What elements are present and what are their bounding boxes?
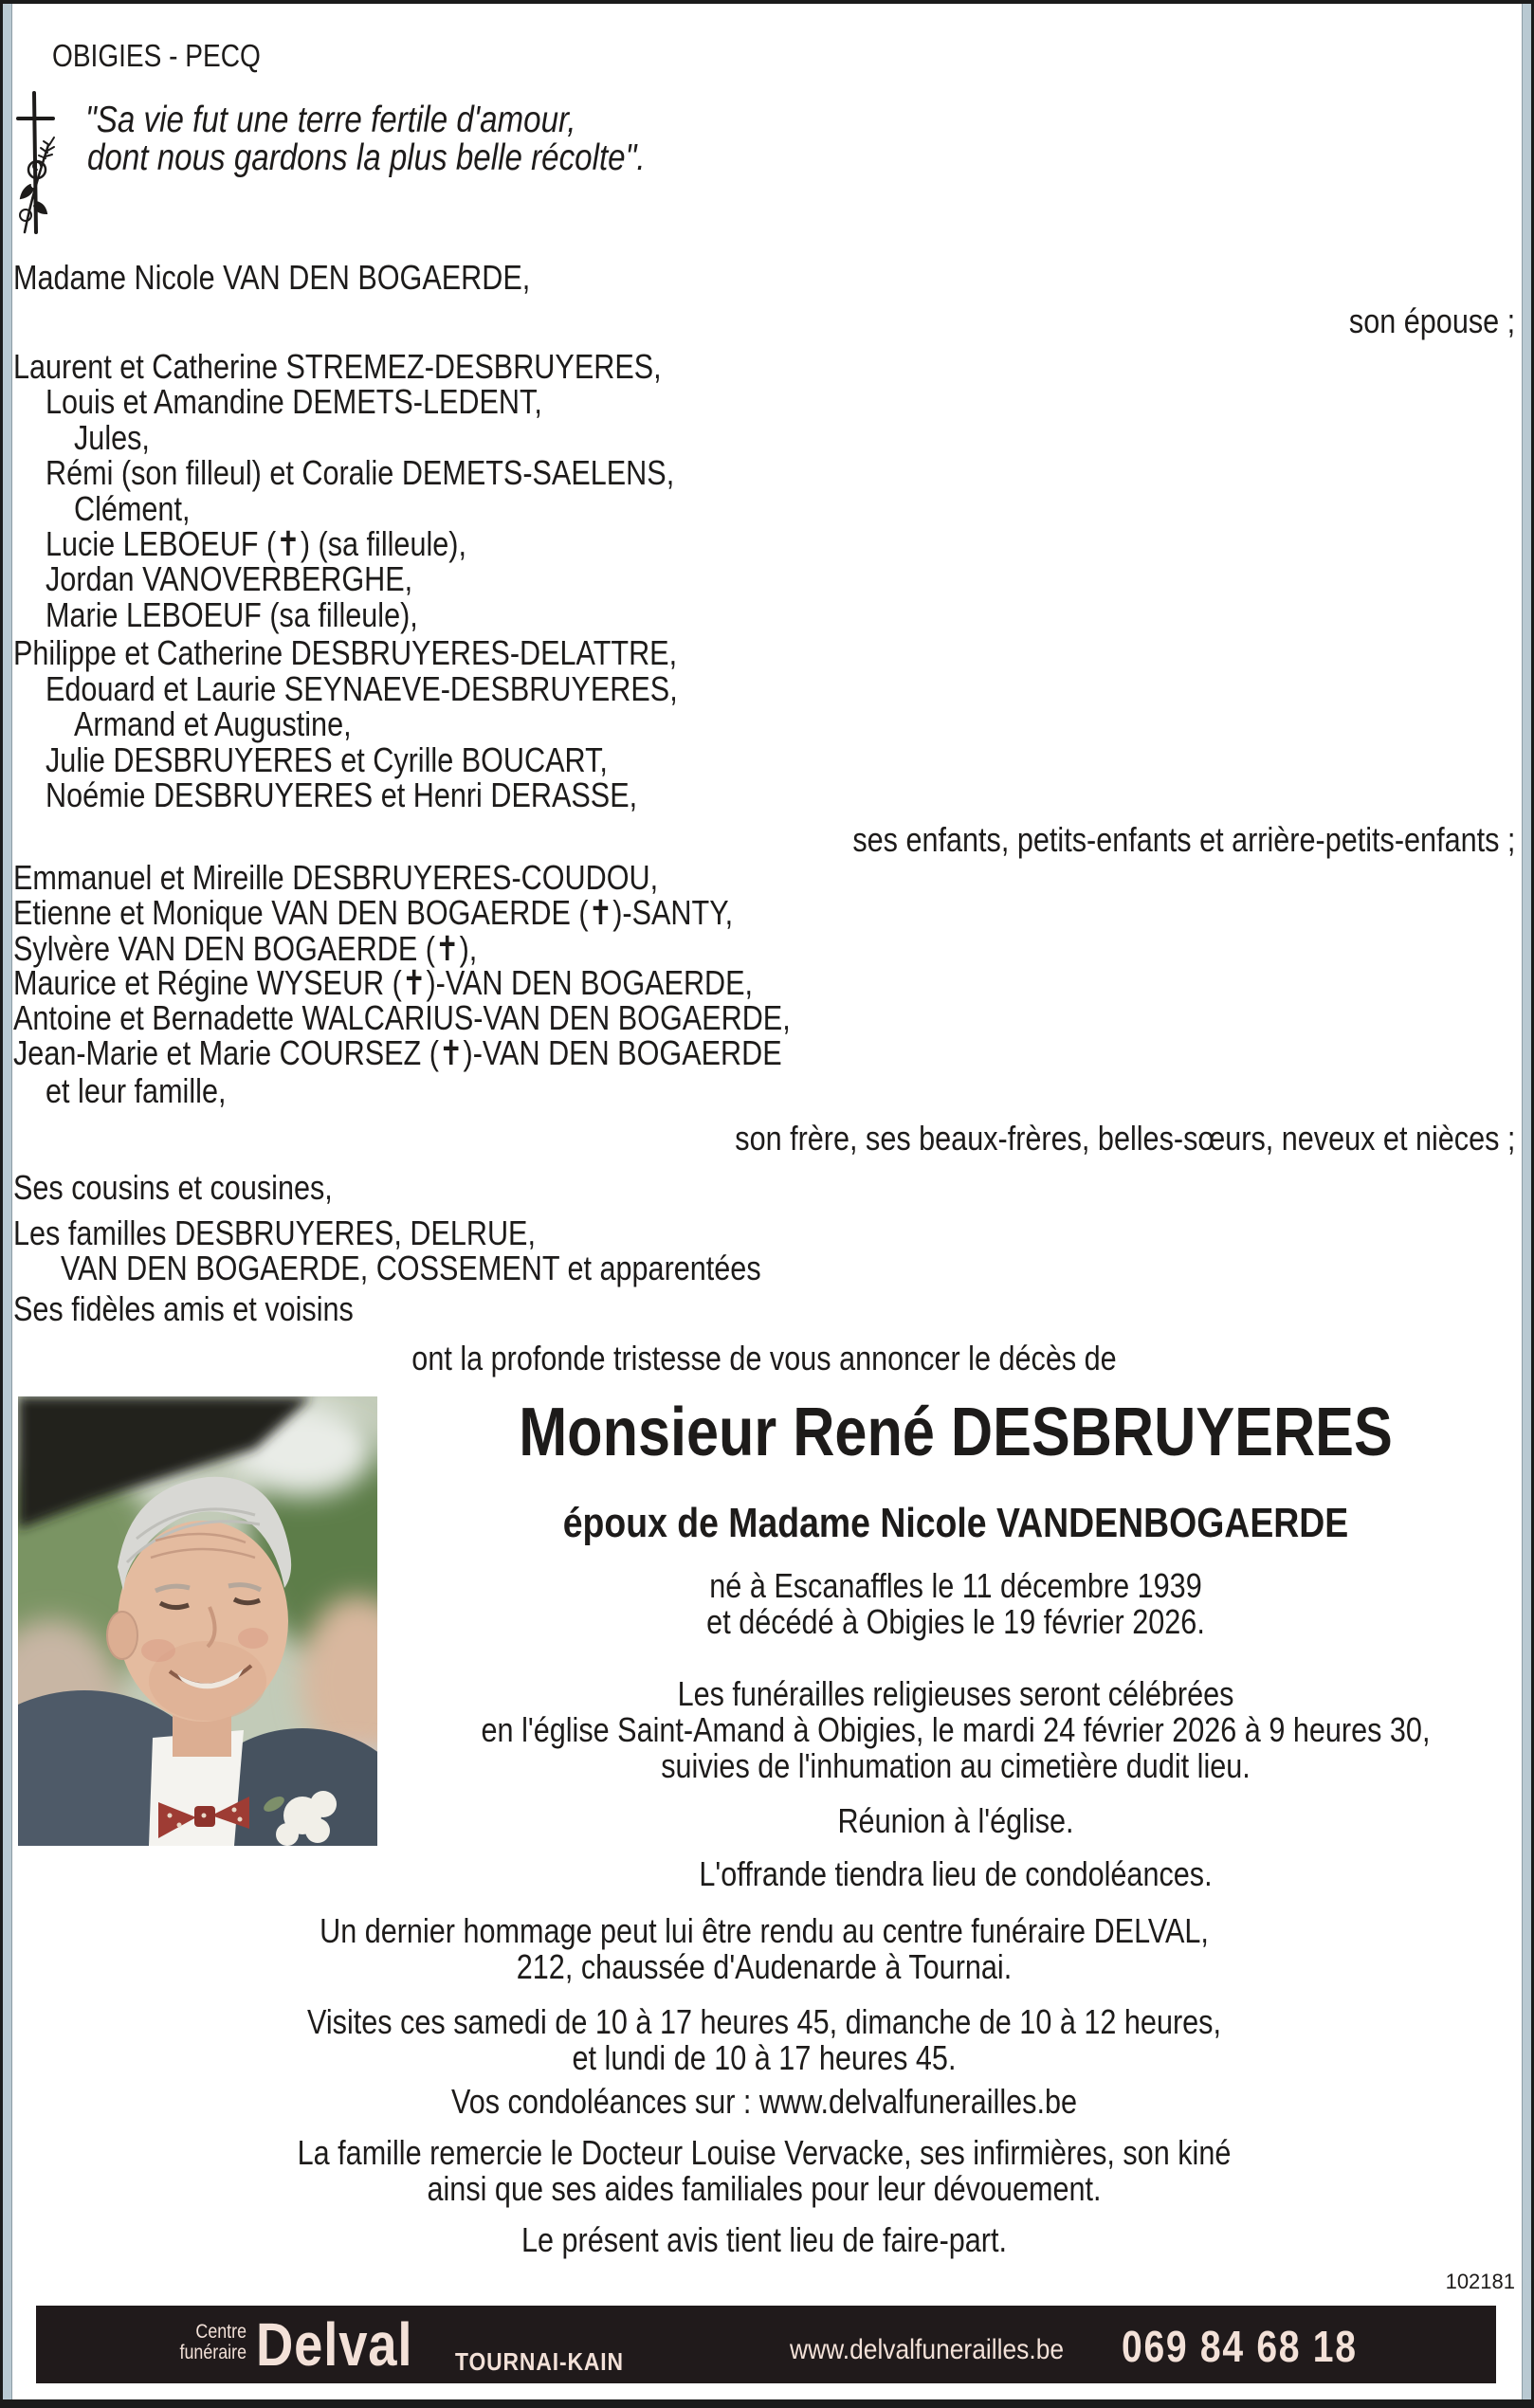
family-member-line: Armand et Augustine,	[74, 704, 352, 743]
deceased-spouse-line: époux de Madame Nicole VANDENBOGAERDE	[562, 1500, 1349, 1546]
family-member-line: Antoine et Bernadette WALCARIUS-VAN DEN BOGAERDE,	[13, 998, 791, 1037]
visits-line: et lundi de 10 à 17 heures 45.	[572, 2038, 957, 2077]
thanks-line: ainsi que ses aides familiales pour leur dévouement.	[427, 2169, 1102, 2208]
family-member-line: VAN DEN BOGAERDE, COSSEMENT et apparentées	[61, 1249, 761, 1287]
footer-brand-descriptor-line: Centre	[195, 2321, 247, 2343]
family-member-line: Marie LEBOEUF (sa filleule),	[46, 595, 418, 634]
family-member-line: Louis et Amandine DEMETS-LEDENT,	[46, 382, 542, 421]
family-member-line: Madame Nicole VAN DEN BOGAERDE,	[13, 258, 531, 297]
portrait-photo	[18, 1396, 377, 1846]
family-member-line: Noémie DESBRUYERES et Henri DERASSE,	[46, 775, 638, 814]
memorial-cross-icon	[13, 90, 59, 240]
family-member-line: Emmanuel et Mireille DESBRUYERES-COUDOU,	[13, 858, 659, 897]
relation-label: ses enfants, petits-enfants et arrière-petits-enfants ;	[851, 820, 1515, 859]
death-line: et décédé à Obigies le 19 février 2026.	[706, 1602, 1205, 1641]
footer-brand-city: TOURNAI-KAIN	[455, 2347, 624, 2376]
footer-brand-descriptor	[116, 2322, 247, 2363]
reference-number: 102181	[1445, 2270, 1515, 2293]
ceremony-line: en l'église Saint-Amand à Obigies, le mardi 24 février 2026 à 9 heures 30,	[481, 1710, 1431, 1749]
announcement-line: ont la profonde tristesse de vous annoncer le décès de	[411, 1339, 1117, 1377]
ceremony-line: Les funérailles religieuses seront célébrées	[677, 1674, 1234, 1713]
family-member-line: Ses fidèles amis et voisins	[13, 1289, 354, 1328]
quote-line: dont nous gardons la plus belle récolte".	[87, 137, 646, 178]
quote-line: "Sa vie fut une terre fertile d'amour,	[85, 100, 576, 140]
thanks-line: La famille remercie le Docteur Louise Vervacke, ses infirmières, son kiné	[297, 2133, 1232, 2172]
family-member-line: Sylvère VAN DEN BOGAERDE (✝),	[13, 929, 478, 968]
footer-phone-label: 069 84 68 18	[1122, 2322, 1358, 2371]
notice-line: Le présent avis tient lieu de faire-part.	[521, 2220, 1007, 2259]
meeting-line: Réunion à l'église.	[837, 1801, 1074, 1840]
footer-brand-descriptor-line: funéraire	[179, 2342, 247, 2363]
condolences-line: Vos condoléances sur : www.delvalfunerailles.be	[451, 2082, 1077, 2121]
visits-line: Visites ces samedi de 10 à 17 heures 45, dimanche de 10 à 12 heures,	[307, 2002, 1221, 2041]
family-member-line: Jordan VANOVERBERGHE,	[46, 559, 413, 598]
family-member-line: Rémi (son filleul) et Coralie DEMETS-SAELENS,	[46, 453, 675, 492]
footer-bar	[36, 2306, 1496, 2383]
frame-top-border	[0, 0, 1534, 4]
family-member-line: Maurice et Régine WYSEUR (✝)-VAN DEN BOGAERDE,	[13, 963, 754, 1002]
relation-label: son frère, ses beaux-frères, belles-sœurs, neveux et nièces ;	[734, 1119, 1515, 1158]
tribute-line: Un dernier hommage peut lui être rendu au centre funéraire DELVAL,	[320, 1911, 1209, 1950]
frame-right-strip	[1522, 4, 1534, 2399]
family-member-line: Ses cousins et cousines,	[13, 1168, 333, 1207]
family-member-line: Les familles DESBRUYERES, DELRUE,	[13, 1213, 536, 1252]
footer-website-label: www.delvalfunerailles.be	[790, 2334, 1065, 2365]
deceased-name: Monsieur René DESBRUYERES	[519, 1395, 1393, 1470]
family-member-line: Lucie LEBOEUF (✝) (sa filleule),	[46, 524, 466, 563]
tribute-line: 212, chaussée d'Audenarde à Tournai.	[516, 1947, 1013, 1986]
ceremony-line: suivies de l'inhumation au cimetière dudit lieu.	[661, 1746, 1251, 1785]
family-member-line: Laurent et Catherine STREMEZ-DESBRUYERES,	[13, 347, 662, 386]
family-member-line: Jules,	[74, 418, 150, 457]
relation-label: son épouse ;	[1348, 301, 1515, 340]
frame-bottom-border	[0, 2399, 1534, 2408]
footer-brand-name: Delval	[256, 2310, 413, 2379]
family-member-line: et leur famille,	[46, 1071, 227, 1110]
location-label: OBIGIES - PECQ	[52, 38, 261, 73]
family-member-line: Philippe et Catherine DESBRUYERES-DELATTRE,	[13, 633, 678, 672]
offering-line: L'offrande tiendra lieu de condoléances.	[699, 1854, 1213, 1893]
family-member-line: Jean-Marie et Marie COURSEZ (✝)-VAN DEN BOGAERDE	[13, 1033, 782, 1072]
family-member-line: Julie DESBRUYERES et Cyrille BOUCART,	[46, 740, 608, 779]
family-member-line: Edouard et Laurie SEYNAEVE-DESBRUYERES,	[46, 669, 678, 708]
frame-left-strip	[0, 4, 12, 2399]
family-member-line: Clément,	[74, 489, 191, 528]
birth-line: né à Escanaffles le 11 décembre 1939	[709, 1566, 1202, 1605]
family-member-line: Etienne et Monique VAN DEN BOGAERDE (✝)-SANTY,	[13, 893, 734, 932]
